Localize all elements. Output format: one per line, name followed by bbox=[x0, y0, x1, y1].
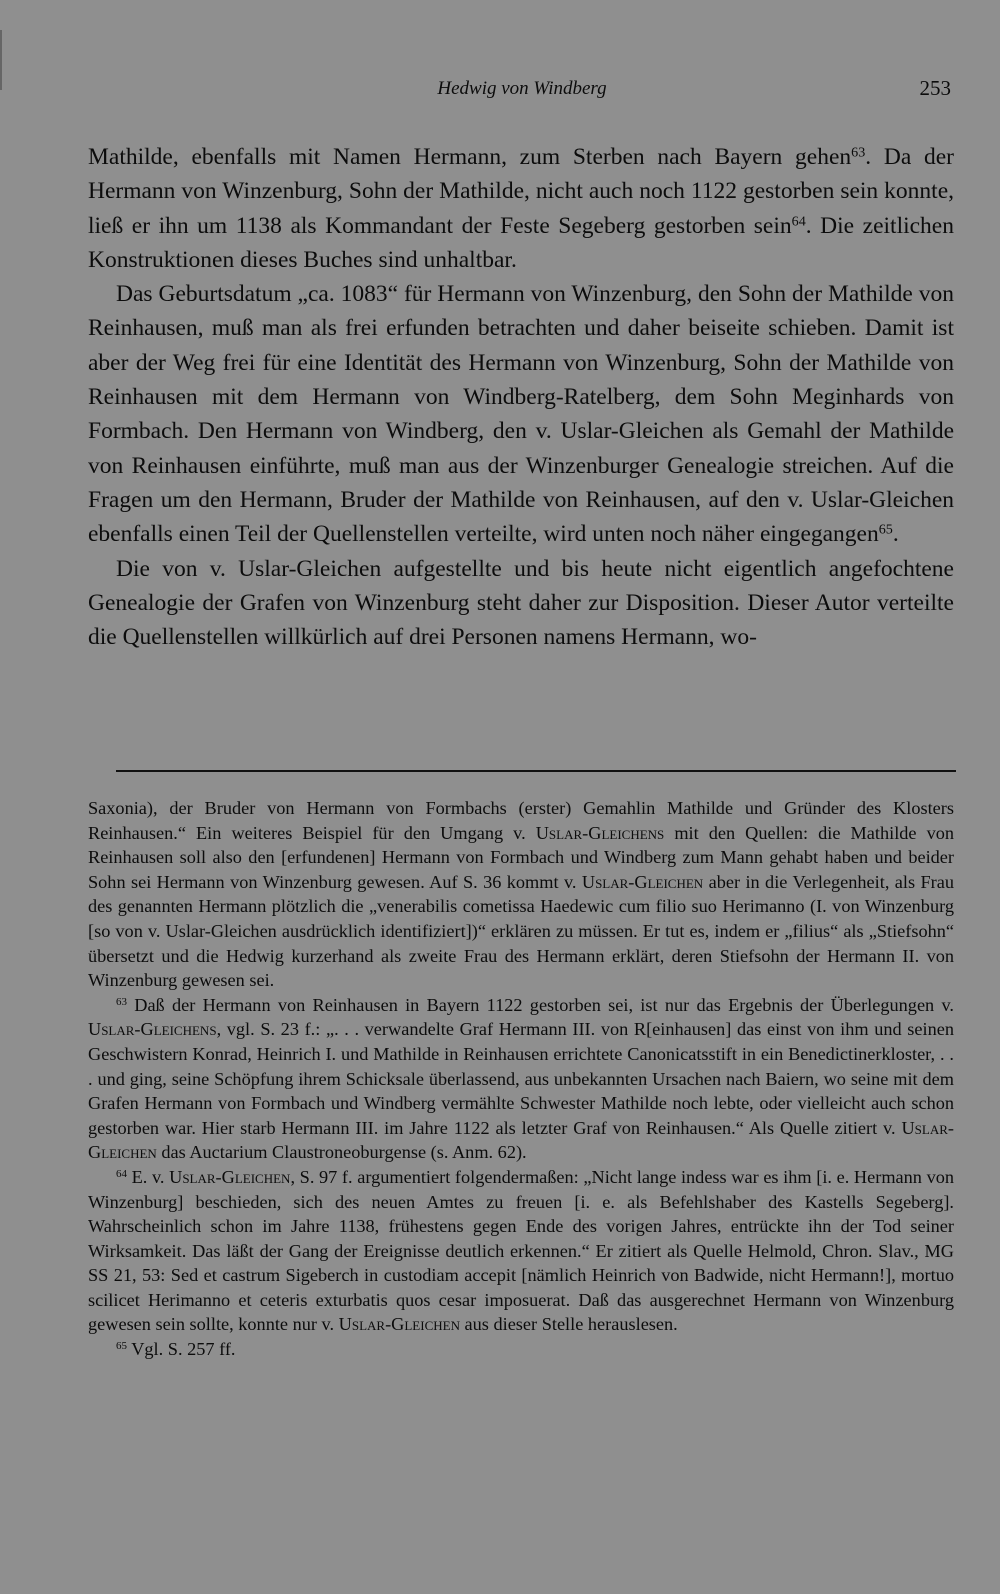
text-run: Daß der Hermann von Reinhausen in Bayern 1122 gestorben sei, ist nur das Ergebnis der Überlegungen v. bbox=[126, 994, 954, 1015]
author-name: Uslar-Gleichen bbox=[581, 871, 704, 892]
running-header bbox=[88, 74, 956, 106]
footnote-ref-64: 64 bbox=[791, 212, 806, 229]
text-run: Das Geburtsdatum „ca. 1083“ für Hermann von Winzenburg, den Sohn der Mathilde von Reinhausen, muß man als frei erfunden betrachten und daher beiseite schieben. Damit ist aber der Weg frei für eine Identität des Hermann von Winzenburg, Sohn der Mathilde von Reinhausen mit dem Hermann von Windberg-Ratelberg, dem Sohn Meginhards von Formbach. Den Hermann von Windberg, den v. Uslar-Gleichen als Gemahl der Mathilde von Reinhausen einführte, muß man aus der Winzenburger Genealogie streichen. Auf die Fragen um den Hermann, Bruder der Mathilde von Reinhausen, auf den v. Uslar-Gleichen ebenfalls einen Teil der Quellenstellen verteilte, wird unten noch näher eingegangen bbox=[88, 281, 954, 548]
text-run: . Da der Hermann von Winzenburg, Sohn der Mathilde, nicht auch noch 1122 gestorben sein konnte, ließ er ihn um 1138 als Kommandant der Feste Segeberg gestorben sein bbox=[88, 144, 954, 239]
text-run: mit den Quellen: die Mathilde von Reinhausen soll also den [erfundenen] Hermann von Formbach und Windberg zum Mann gehabt haben und beider Sohn sei Hermann von Winzenburg gewesen. Auf S. 36 kommt v. bbox=[88, 822, 955, 892]
text-run: , vgl. S. 23 f.: „. . . verwandelte Graf Hermann III. von R[einhausen] das einst von ihm und seinen Geschwistern Konrad, Heinrich I. und Mathilde in Reinhausen errichtete Canonicatsstift in ein Benedictinerkloster, . . . und ging, seine Schöpfung ihrem Schicksale überlassend, aus unbekannten Ursachen nach Baiern, wo seine mit dem Grafen Hermann von Formbach und Windberg vermählte Schwester Mathilde noch lebte, oder vielleicht auch schon gestorben war. Hier starb Hermann III. im Jahre 1122 als letzter Graf von Reinhausen.“ Als Quelle zitiert v. bbox=[88, 1019, 954, 1138]
footnote-continuation bbox=[88, 796, 954, 993]
author-name: Uslar-Gleichen bbox=[88, 1117, 954, 1163]
running-title: Hedwig von Windberg bbox=[437, 78, 607, 99]
text-run: Vgl. S. 257 ff. bbox=[126, 1339, 236, 1360]
text-run: Saxonia), der Bruder von Hermann von Formbachs (erster) Gemahlin Mathilde und Gründer des Klosters Reinhausen.“ Ein weiteres Beispiel für den Umgang v. bbox=[88, 798, 954, 843]
text-run: aus dieser Stelle herauslesen. bbox=[459, 1314, 678, 1335]
main-text bbox=[88, 140, 954, 654]
text-run: , S. 97 f. argumentiert folgendermaßen: „Nicht lange indess war es ihm [i. e. Hermann von Winzenburg] beschieden, sich des neuen Amtes zu freuen [i. e. als Befehlshaber des Kastells Segeberg]. Wahrscheinlich schon im Jahre 1138, frühestens gegen Ende des vorigen Jahres, entrückte ihn der Tod seiner Wirksamkeit. Das läßt der Gang der Ereignisse deutlich erkennen.“ Er zitiert als Quelle Helmold, Chron. Slav., MG SS 21, 53: Sed et castrum Sigeberch in custodiam accepit [nämlich Heinrich von Badwide, nicht Hermann!], mortuo scilicet Herimanno et ceteris exturbatis quos cesar imposuerat. Daß das ausgerechnet Hermann von Winzenburg gewesen sein sollte, konnte nur v. bbox=[88, 1166, 954, 1335]
text-run: Mathilde, ebenfalls mit Namen Hermann, zum Sterben nach Bayern gehen bbox=[88, 144, 852, 170]
page-number: 253 bbox=[919, 76, 951, 100]
footnote-63 bbox=[88, 993, 954, 1165]
author-name: Uslar-Gleichen bbox=[338, 1314, 460, 1335]
footnote-65 bbox=[88, 1337, 954, 1362]
footnotes bbox=[88, 796, 954, 1362]
footnote-separator bbox=[116, 770, 956, 772]
author-name: Uslar-Gleichens bbox=[535, 822, 665, 843]
text-run: . bbox=[892, 521, 899, 548]
paragraph-1 bbox=[88, 140, 954, 277]
footnote-number: 63 bbox=[116, 995, 127, 1008]
text-run: aber in die Verlegenheit, als Frau des genannten Hermann plötzlich die „venerabilis cometissa Haedewic cum filio suo Herimanno (I. von Winzenburg [so von v. Uslar-Gleichen ausdrücklich identifiziert])“ erklären zu müssen. Er tut es, indem er „filius“ als „Stiefsohn“ übersetzt und die Hedwig kurzerhand als zweite Frau des Hermann erklärt, deren Stiefsohn der Hermann II. von Winzenburg gewesen sei. bbox=[88, 871, 954, 991]
author-name: Uslar-Gleichen bbox=[169, 1166, 291, 1187]
author-name: Uslar-Gleichens bbox=[88, 1019, 217, 1040]
footnote-64 bbox=[88, 1165, 954, 1337]
page-edge-mark bbox=[0, 30, 5, 90]
footnote-number: 64 bbox=[116, 1167, 127, 1180]
footnote-number: 65 bbox=[116, 1340, 127, 1353]
footnote-ref-63: 63 bbox=[851, 144, 866, 161]
footnote-ref-65: 65 bbox=[878, 521, 893, 538]
paragraph-3: Die von v. Uslar-Gleichen aufgestellte und bis heute nicht eigentlich angefochtene Genealogie der Grafen von Winzenburg steht daher zur Disposition. Dieser Autor verteilte die Quellenstellen willkürlich auf drei Personen namens Hermann, wo- bbox=[88, 555, 954, 651]
paragraph-2 bbox=[88, 277, 954, 551]
text-run: das Auctarium Claustroneoburgense (s. Anm. 62). bbox=[156, 1142, 527, 1163]
text-run: E. v. bbox=[126, 1166, 170, 1187]
text-run: . Die zeitlichen Konstruktionen dieses Buches sind unhaltbar. bbox=[88, 212, 954, 273]
